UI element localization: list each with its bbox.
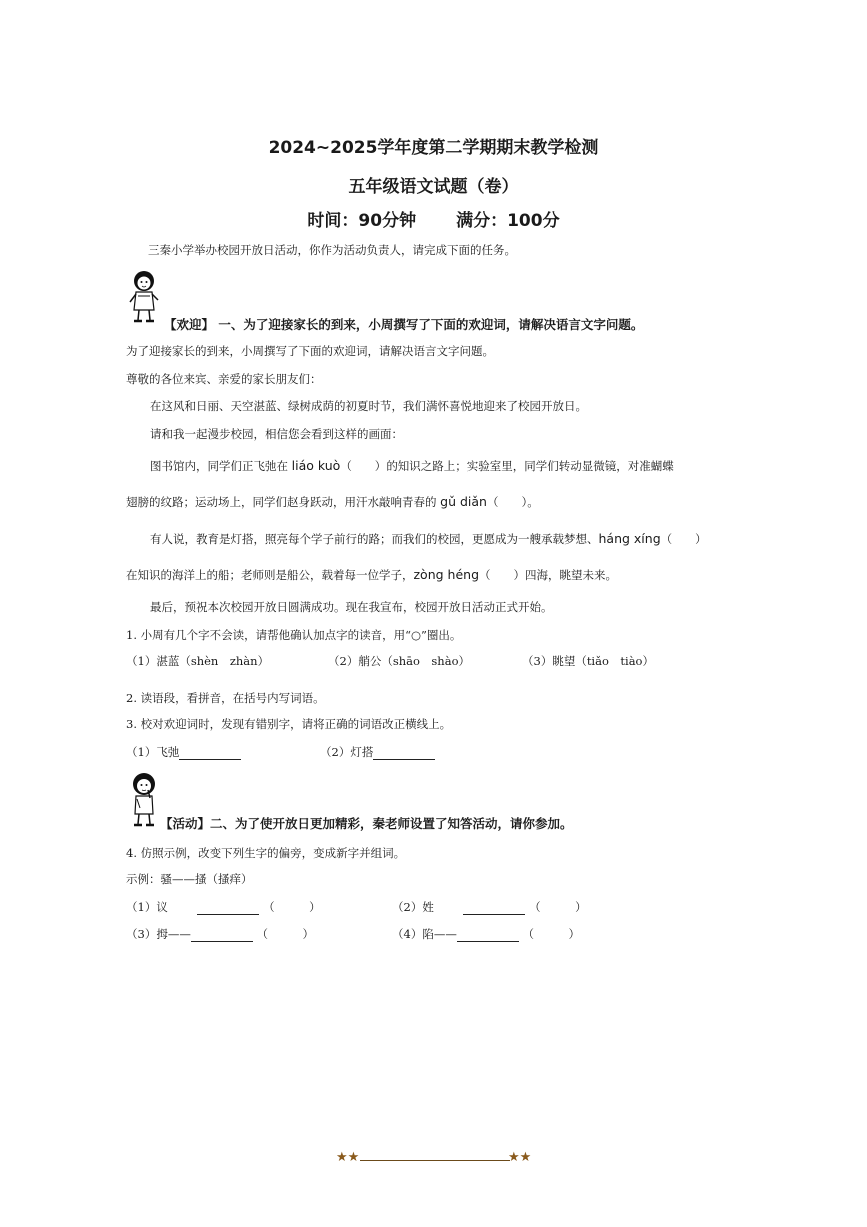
blank-paren-2[interactable]: （ ）。 <box>486 495 539 509</box>
section2-heading: 【活动】二、为了使开放日更加精彩，秦老师设置了知答活动，请你参加。 <box>160 816 573 831</box>
p3-text-a: 图书馆内，同学们正飞弛在 <box>150 459 288 473</box>
q3-label-2: （2）灯搭 <box>320 745 374 759</box>
q3-label-1: （1）飞弛 <box>126 745 180 759</box>
time-label: 时间：90分钟 <box>307 211 417 231</box>
paragraph-6 <box>126 567 617 583</box>
q3-option-1 <box>126 744 241 760</box>
exam-time-score <box>0 206 867 231</box>
footer-stars-right: ★★ <box>508 1150 532 1165</box>
paragraph-5 <box>150 531 707 547</box>
footer-stars-left: ★★ <box>336 1150 360 1165</box>
p5-text-a: 有人说，教育是灯搭，照亮每个学子前行的路；而我们的校园，更愿成为一艘承载梦想、 <box>150 532 599 546</box>
paragraph-1: 在这风和日丽、天空湛蓝、绿树成荫的初夏时节，我们满怀喜悦地迎来了校园开放日。 <box>150 399 587 413</box>
answer-paren[interactable]: （ ） <box>256 927 314 941</box>
answer-blank[interactable] <box>191 929 253 942</box>
q1-option-3[interactable]: （3）眺望（tiǎo tiào） <box>522 654 654 668</box>
answer-paren[interactable]: （ ） <box>529 900 587 914</box>
q4-label-3: （3）拇—— <box>126 927 191 941</box>
section1-heading: 【欢迎】 一、为了迎接家长的到来，小周撰写了下面的欢迎词，请解决语言文字问题。 <box>164 317 644 332</box>
answer-paren[interactable]: （ ） <box>522 927 580 941</box>
pinyin-hangxing: háng xíng <box>598 531 661 546</box>
q4-item-2 <box>392 899 587 915</box>
pinyin-zongheng: zòng héng <box>413 567 480 582</box>
question-2: 2. 读语段，看拼音，在括号内写词语。 <box>126 691 325 705</box>
q4-item-4 <box>392 926 580 942</box>
paragraph-4 <box>126 494 539 510</box>
q4-label-2: （2）姓 <box>392 900 434 914</box>
exam-title: 2024~2025学年度第二学期期末教学检测 <box>268 138 599 158</box>
q1-option-1[interactable]: （1）湛蓝（shèn zhàn） <box>126 654 270 668</box>
blank-paren-4[interactable]: （ ） <box>479 568 526 582</box>
section1-subheading: 为了迎接家长的到来，小周撰写了下面的欢迎词，请解决语言文字问题。 <box>126 344 494 358</box>
q4-item-3 <box>126 926 314 942</box>
q4-label-4: （4）陷—— <box>392 927 457 941</box>
q4-item-1 <box>126 899 321 915</box>
p6-text-a: 在知识的海洋上的船；老师则是船公，载着每一位学子， <box>126 568 414 582</box>
answer-blank[interactable] <box>457 929 519 942</box>
q4-label-1: （1）议 <box>126 900 168 914</box>
question-3: 3. 校对欢迎词时，发现有错别字，请将正确的词语改正横线上。 <box>126 717 452 731</box>
pinyin-liaokuo: liáo kuò <box>291 458 341 473</box>
pinyin-gudian: gǔ diǎn <box>440 494 487 509</box>
q3-option-2 <box>320 744 435 760</box>
answer-blank[interactable] <box>463 902 525 915</box>
greeting: 尊敬的各位来宾、亲爱的家长朋友们： <box>126 372 322 386</box>
p6-text-b: 四海，眺望未来。 <box>525 568 618 582</box>
footer-divider <box>360 1160 510 1161</box>
blank-paren-3[interactable]: （ ） <box>660 532 707 546</box>
p4-text-a: 翅膀的纹路；运动场上，同学们赵身跃动，用汗水敲响青春的 <box>126 495 437 509</box>
answer-blank[interactable] <box>373 747 435 760</box>
q1-option-2[interactable]: （2）艄公（shāo shào） <box>328 654 470 668</box>
paragraph-2: 请和我一起漫步校园，相信您会看到这样的画面： <box>150 427 403 441</box>
exam-subtitle: 五年级语文试题（卷） <box>348 177 519 197</box>
answer-blank[interactable] <box>179 747 241 760</box>
paragraph-7: 最后，预祝本次校园开放日圆满成功。现在我宣布，校园开放日活动正式开始。 <box>150 600 553 614</box>
blank-paren-1[interactable]: （ ） <box>340 459 387 473</box>
intro-text: 三秦小学举办校园开放日活动，你作为活动负责人，请完成下面的任务。 <box>148 243 516 257</box>
question-4: 4. 仿照示例，改变下列生字的偏旁，变成新字并组词。 <box>126 846 406 860</box>
cartoon-girl-thinking-icon <box>126 772 162 828</box>
example-line: 示例：骚——搔（搔痒） <box>126 872 253 886</box>
answer-paren[interactable]: （ ） <box>263 900 321 914</box>
answer-blank[interactable] <box>197 902 259 915</box>
paragraph-3 <box>150 458 674 474</box>
question-1: 1. 小周有几个字不会读，请帮他确认加点字的读音，用“○”圈出。 <box>126 628 462 642</box>
cartoon-girl-icon <box>126 270 162 324</box>
p3-text-b: 的知识之路上；实验室里，同学们转动显微镜，对准蝴蝶 <box>386 459 674 473</box>
score-label: 满分：100分 <box>456 211 560 231</box>
